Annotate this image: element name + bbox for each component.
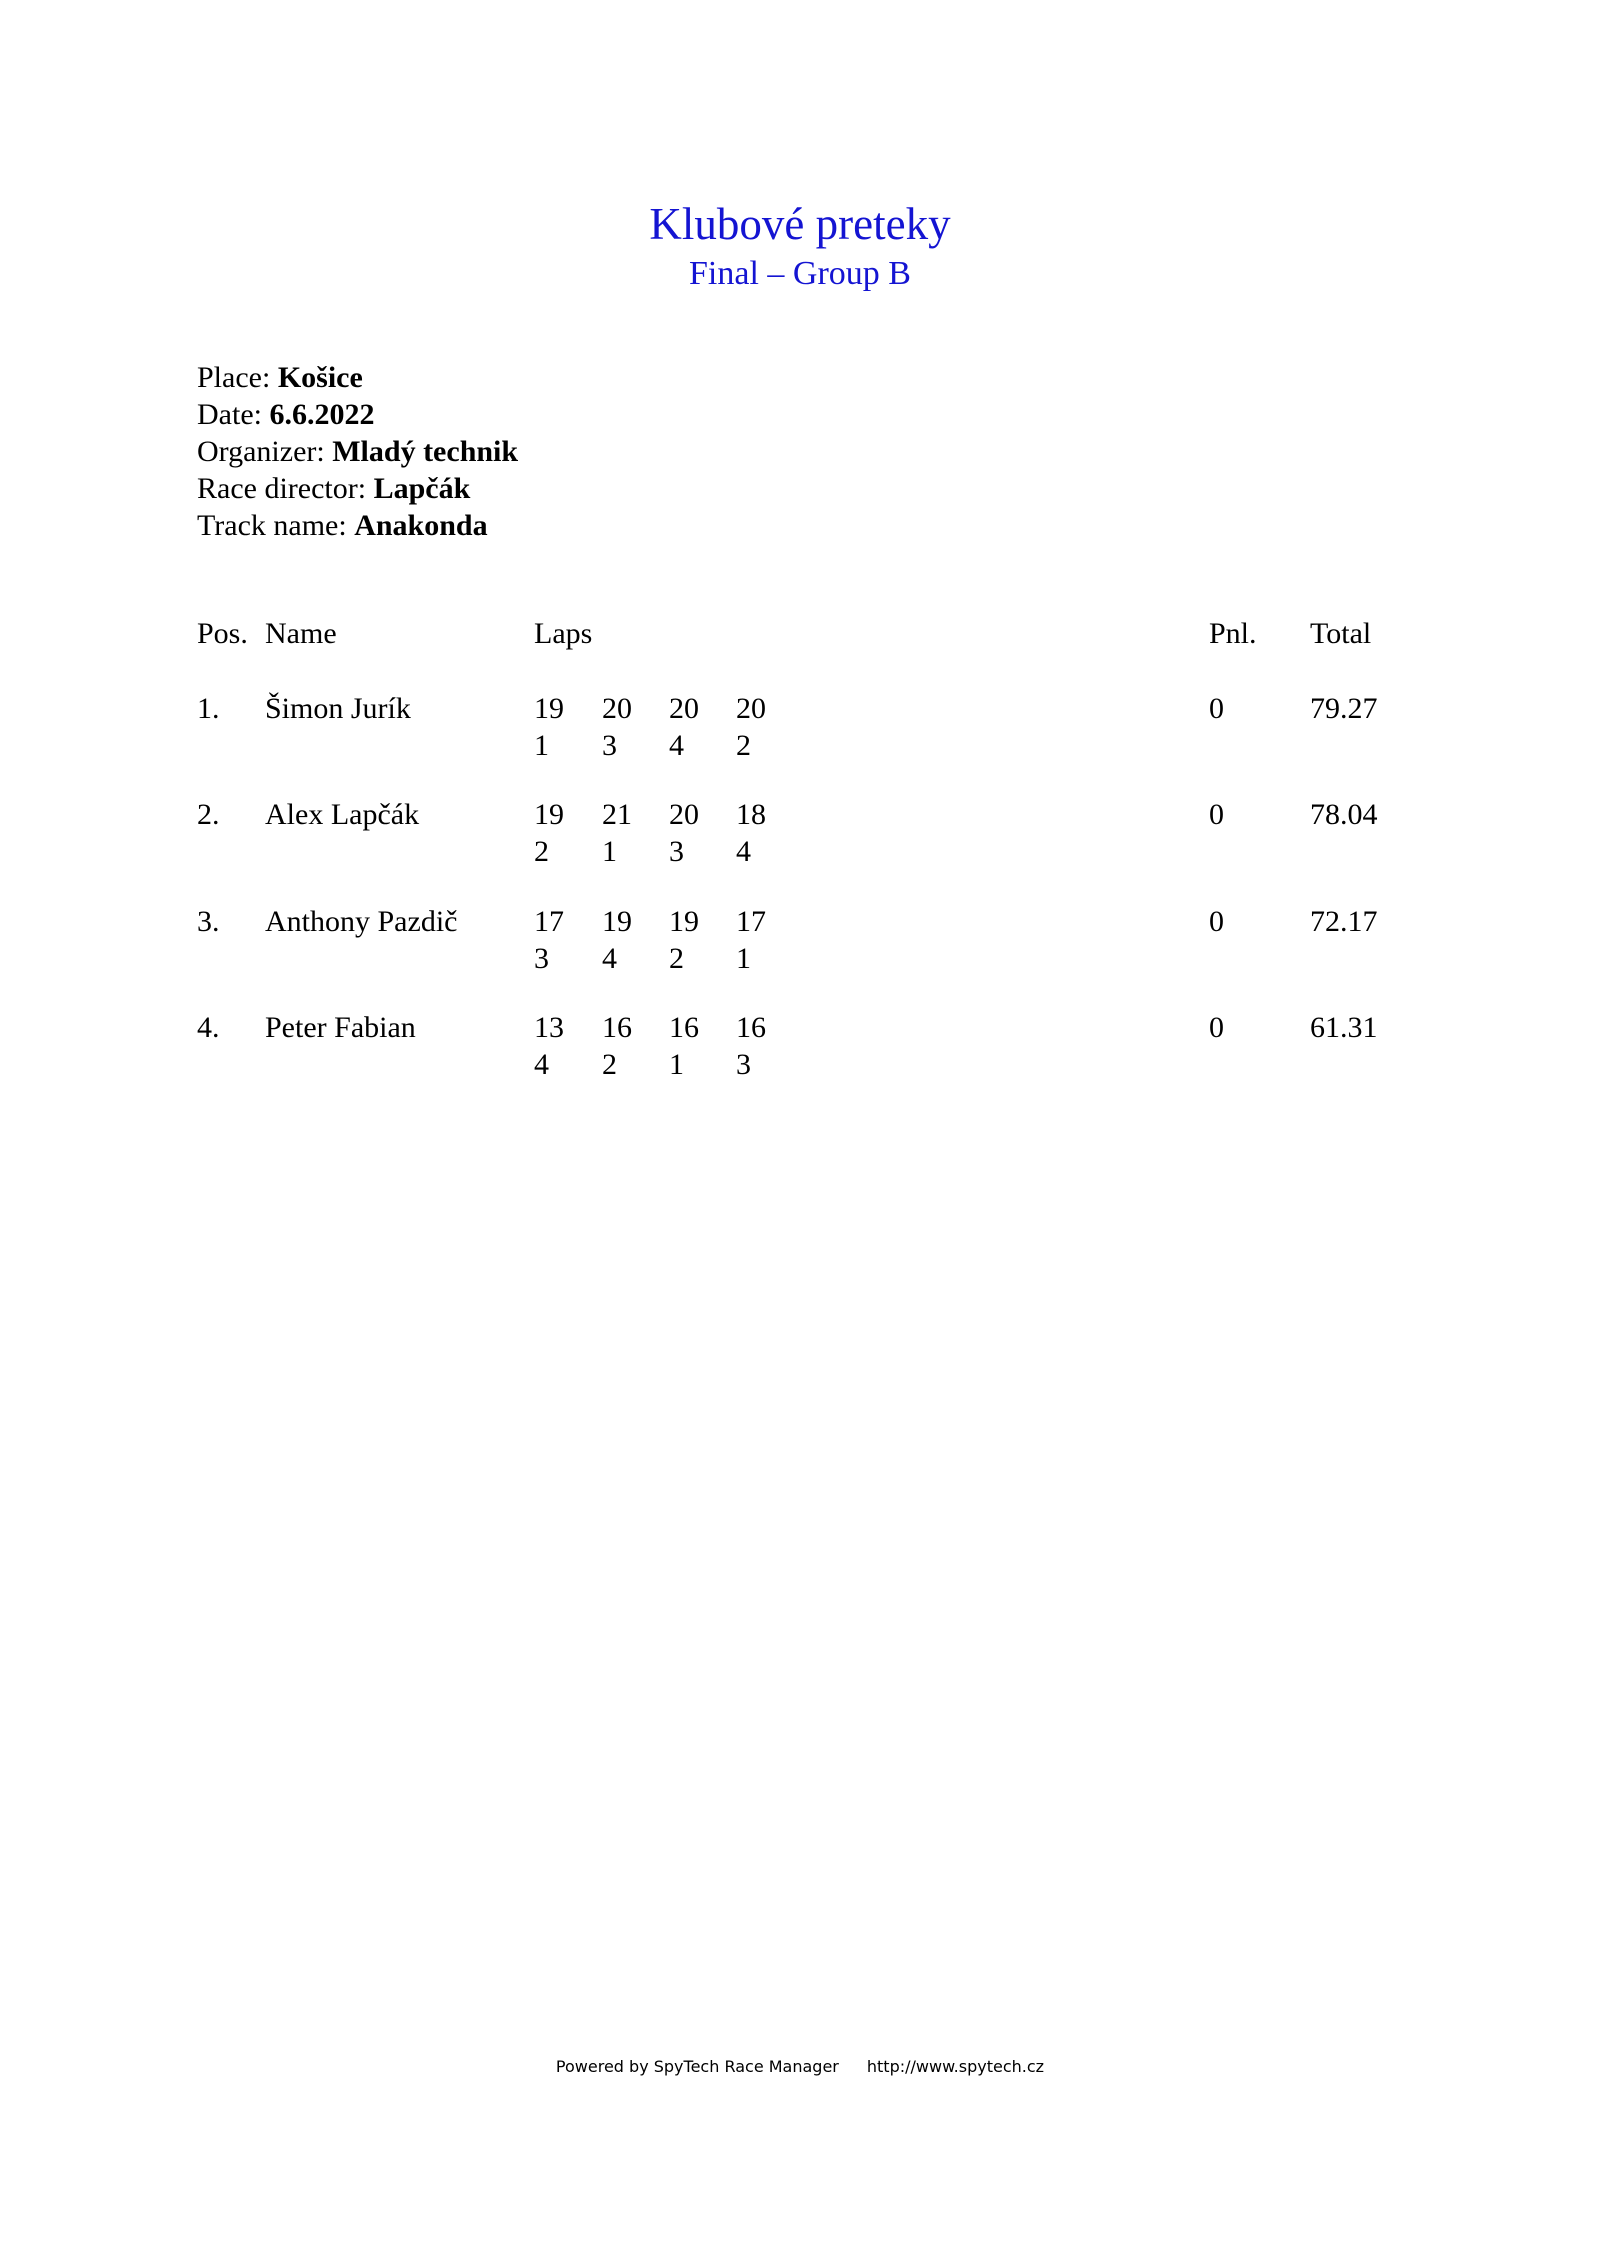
lap-count: 18 <box>736 798 766 831</box>
name-cell: Peter Fabian <box>265 1011 416 1044</box>
pnl-cell: 0 <box>1209 692 1224 725</box>
info-track-name <box>197 507 518 544</box>
lap-count: 13 <box>534 1011 564 1044</box>
name-cell: Šimon Jurík <box>265 692 411 725</box>
page-title: Klubové preteky <box>649 199 951 249</box>
column-header-pos: Pos. <box>197 617 248 650</box>
name-cell: Anthony Pazdič <box>265 905 458 938</box>
pnl-cell: 0 <box>1209 1011 1224 1044</box>
lap-count: 17 <box>534 905 564 938</box>
info-value: Košice <box>277 361 363 394</box>
pos-cell: 4. <box>197 1011 220 1044</box>
pnl-cell: 0 <box>1209 798 1224 831</box>
lane-number: 4 <box>736 835 751 868</box>
table-row <box>0 690 1600 764</box>
lane-number: 4 <box>534 1048 549 1081</box>
race-info <box>197 359 518 544</box>
total-cell: 61.31 <box>1310 1011 1378 1044</box>
table-row <box>0 796 1600 870</box>
lap-count: 19 <box>534 692 564 725</box>
lap-count: 16 <box>669 1011 699 1044</box>
info-value: 6.6.2022 <box>269 398 375 431</box>
pos-cell: 2. <box>197 798 220 831</box>
info-value: Anakonda <box>354 509 488 542</box>
lane-number: 3 <box>602 729 617 762</box>
page-footer <box>0 2056 1600 2078</box>
lane-number: 4 <box>602 942 617 975</box>
total-cell: 79.27 <box>1310 692 1378 725</box>
lane-number: 1 <box>736 942 751 975</box>
table-row <box>0 1009 1600 1083</box>
info-race-director <box>197 470 518 507</box>
info-label: Track name: <box>197 509 347 542</box>
info-label: Date: <box>197 398 262 431</box>
column-header-pnl: Pnl. <box>1209 617 1257 650</box>
total-cell: 78.04 <box>1310 798 1378 831</box>
info-date <box>197 396 518 433</box>
page-subtitle: Final – Group B <box>689 255 911 292</box>
column-header-name: Name <box>265 617 337 650</box>
lap-count: 16 <box>736 1011 766 1044</box>
lap-count: 19 <box>534 798 564 831</box>
lane-number: 2 <box>669 942 684 975</box>
info-value: Lapčák <box>373 472 471 505</box>
column-header-total: Total <box>1310 617 1372 650</box>
info-label: Organizer: <box>197 435 325 468</box>
lap-count: 21 <box>602 798 632 831</box>
lane-number: 4 <box>669 729 684 762</box>
pos-cell: 1. <box>197 692 220 725</box>
lap-count: 19 <box>669 905 699 938</box>
info-label: Place: <box>197 361 271 394</box>
lane-number: 2 <box>534 835 549 868</box>
info-value: Mladý technik <box>332 435 519 468</box>
info-organizer <box>197 433 518 470</box>
lane-number: 3 <box>669 835 684 868</box>
lap-count: 20 <box>602 692 632 725</box>
info-label: Race director: <box>197 472 367 505</box>
total-cell: 72.17 <box>1310 905 1378 938</box>
lap-count: 16 <box>602 1011 632 1044</box>
lane-number: 1 <box>602 835 617 868</box>
lane-number: 2 <box>602 1048 617 1081</box>
lap-count: 20 <box>669 692 699 725</box>
pnl-cell: 0 <box>1209 905 1224 938</box>
name-cell: Alex Lapčák <box>265 798 420 831</box>
lane-number: 2 <box>736 729 751 762</box>
footer-powered-by: Powered by SpyTech Race Manager <box>555 2057 839 2076</box>
lap-count: 17 <box>736 905 766 938</box>
info-place <box>197 359 518 396</box>
pos-cell: 3. <box>197 905 220 938</box>
lane-number: 1 <box>534 729 549 762</box>
lap-count: 20 <box>669 798 699 831</box>
lane-number: 1 <box>669 1048 684 1081</box>
lane-number: 3 <box>736 1048 751 1081</box>
table-row <box>0 903 1600 977</box>
lane-number: 3 <box>534 942 549 975</box>
column-header-laps: Laps <box>534 617 593 650</box>
lap-count: 19 <box>602 905 632 938</box>
lap-count: 20 <box>736 692 766 725</box>
footer-url: http://www.spytech.cz <box>866 2057 1045 2076</box>
